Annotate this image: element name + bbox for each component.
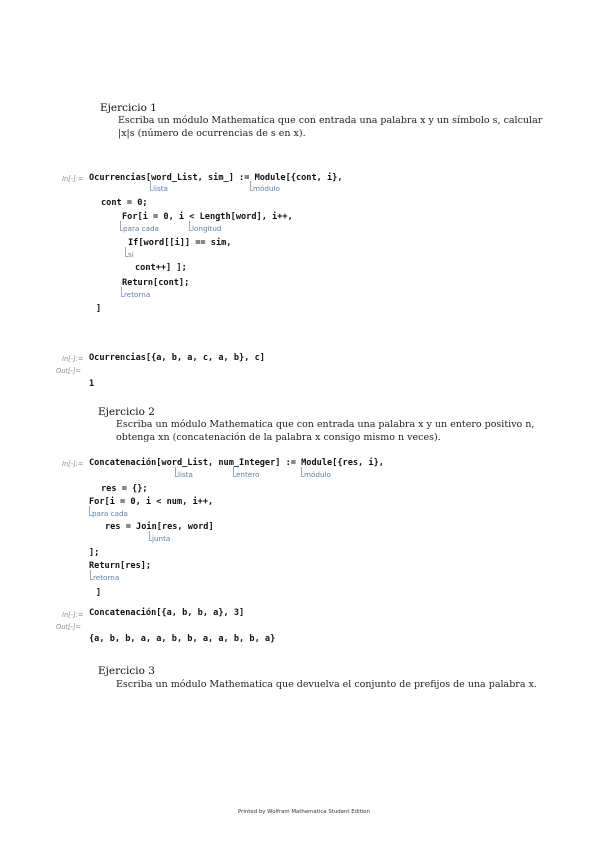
eval1-input[interactable]: Ocurrencias[{a, b, a, c, a, b}, c] [89, 353, 265, 363]
exercise2-text-line1: Escriba un módulo Mathematica que con entrada una palabra x y un entero positivo n, [116, 419, 535, 430]
input-label: In[-]:= [62, 355, 84, 363]
code1-line3[interactable]: For[i = 0, i < Length[word], i++, [122, 212, 293, 222]
code2-line6[interactable]: Return[res]; [89, 561, 152, 571]
print-footer: Printed by Wolfram Mathematica Student Edition [238, 809, 370, 815]
eval2-input[interactable]: Concatenación[{a, b, b, a}, 3] [89, 608, 245, 618]
input-label: In[-]:= [62, 175, 84, 183]
code1-line7[interactable]: ] [96, 304, 102, 314]
code1-line5[interactable]: cont++] ]; [135, 263, 187, 273]
code2-line5[interactable]: ]; [89, 548, 100, 558]
code1-hint-si: si [128, 250, 134, 259]
code2-hint-entero: entero [236, 470, 260, 479]
exercise3-title: Ejercicio 3 [98, 665, 155, 677]
code2-line1[interactable]: Concatenación[word_List, num_Integer] := Module[{res, i}, [89, 458, 384, 468]
exercise1-title: Ejercicio 1 [100, 102, 157, 114]
code2-hint-lista: lista [178, 470, 193, 479]
exercise3-text-line1: Escriba un módulo Mathematica que devuelva el conjunto de prefijos de una palabra x. [116, 679, 537, 690]
output-label: Out[-]= [56, 623, 82, 631]
code1-hint-modulo: módulo [253, 184, 280, 193]
exercise2-text-line2: obtenga xn (concatenación de la palabra x consigo mismo n veces). [116, 432, 441, 443]
code1-line6[interactable]: Return[cont]; [122, 278, 190, 288]
exercise1-text-line1: Escriba un módulo Mathematica que con entrada una palabra x y un símbolo s, calcular [118, 115, 543, 126]
code2-hint-junta: junta [152, 534, 171, 543]
code1-hint-lista: lista [153, 184, 168, 193]
code2-line2[interactable]: res = {}; [101, 484, 148, 494]
code2-hint-para-cada: para cada [92, 509, 128, 518]
eval1-output: 1 [89, 379, 95, 389]
code1-hint-para-cada: para cada [123, 224, 159, 233]
code2-line3[interactable]: For[i = 0, i < num, i++, [89, 497, 214, 507]
exercise2-title: Ejercicio 2 [98, 406, 155, 418]
code1-line2[interactable]: cont = 0; [101, 198, 148, 208]
code2-line4[interactable]: res = Join[res, word] [105, 522, 214, 532]
input-label: In[-]:= [62, 611, 84, 619]
code1-line1[interactable]: Ocurrencias[word_List, sim_] := Module[{cont, i}, [89, 173, 343, 183]
code1-hint-retorna: retorna [124, 290, 151, 299]
code2-hint-modulo: módulo [304, 470, 331, 479]
code1-line4[interactable]: If[word[[i]] == sim, [128, 238, 232, 248]
output-label: Out[-]= [56, 367, 82, 375]
code2-hint-retorna: retorna [93, 573, 120, 582]
eval2-output: {a, b, b, a, a, b, b, a, a, b, b, a} [89, 634, 276, 644]
input-label: In[-]:= [62, 460, 84, 468]
code2-line7[interactable]: ] [96, 588, 102, 598]
code1-hint-longitud: longitud [192, 224, 222, 233]
exercise1-text-line2: |x|s (número de ocurrencias de s en x). [118, 128, 306, 139]
